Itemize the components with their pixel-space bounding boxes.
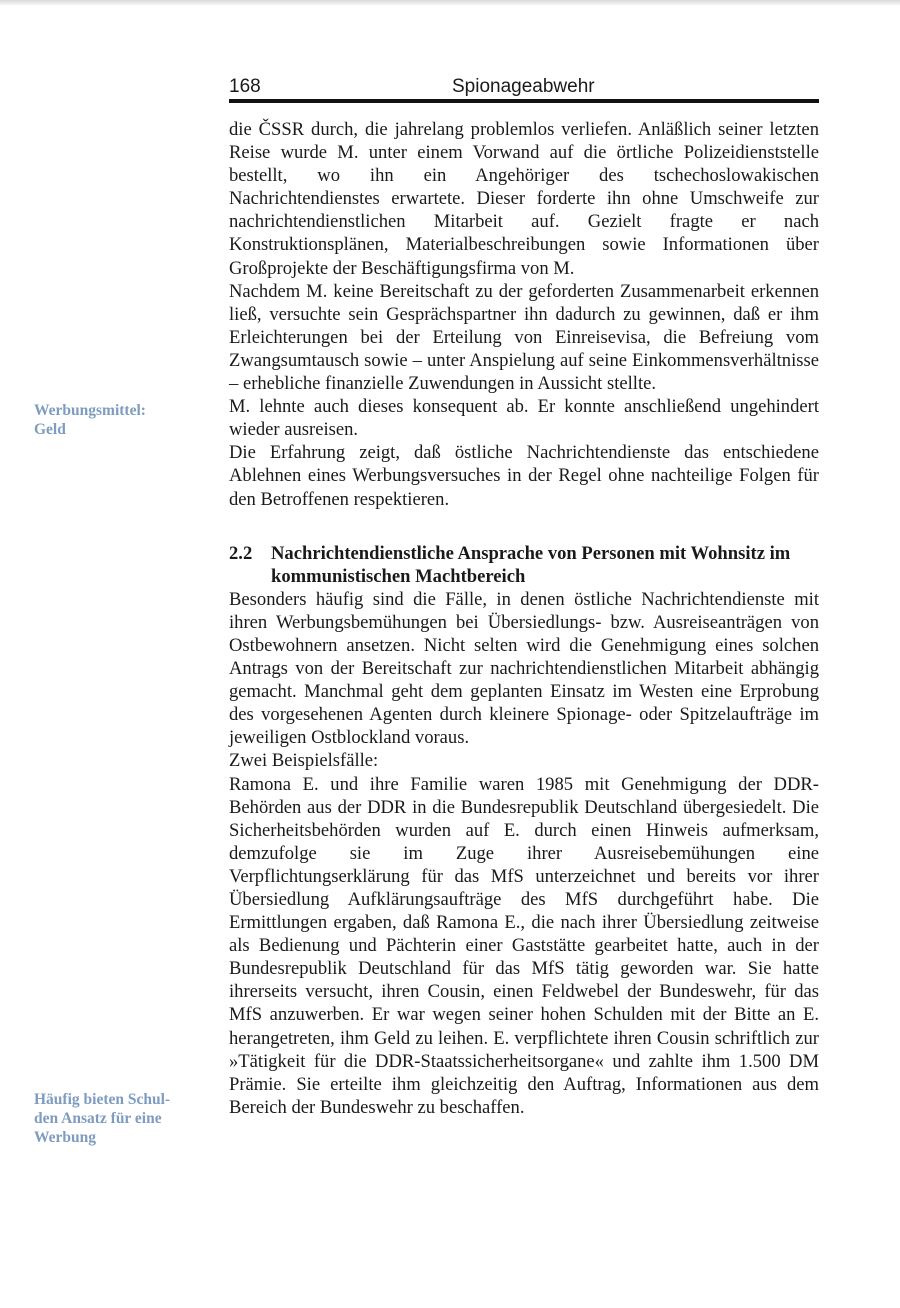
paragraph: Ramona E. und ihre Familie waren 1985 mit Genehmigung der DDR-Behörden aus der DDR in die Bundesrepublik Deutschland übergesiedelt. Die Sicherheitsbehörden wurden auf E. durch einen Hinweis aufmerksam, demzufolge sie im Zuge ihrer Ausreisebemühungen eine Verpflichtungserklärung für das MfS unterzeichnet und bereits vor ihrer Übersiedlung Aufklärungsaufträge des MfS durchgeführt habe. Die Ermittlungen ergaben, daß Ramona E., die nach ihrer Übersiedlung zeitweise als Bedienung und Pächterin einer Gaststätte gearbeitet hatte, auch in der Bundesrepublik Deutschland für das MfS tätig geworden war. Sie hatte ihrerseits versucht, ihren Cousin, einen Feldwebel der Bundeswehr, für das MfS anzuwerben. Er war wegen seiner hohen Schulden mit der Bitte an E. herangetreten, ihm Geld zu leihen. E. verpflichtete ihren Cousin schriftlich zur »Tätigkeit für die DDR-Staatssicherheitsorgane« und zahlte ihm 1.500 DM Prämie. Sie erteilte ihm gleichzeitig den Auftrag, Informationen aus dem Bereich der Bundeswehr zu beschaffen. [229,773,819,1118]
margin-note-line: den Ansatz für eine [34,1110,162,1127]
margin-note-line: Werbung [34,1129,97,1146]
header-rule [229,99,819,103]
section-title: Nachrichtendienstliche Ansprache von Personen mit Wohnsitz im kommunistischen Machtbereich [271,542,791,587]
margin-note-schulden [34,1090,214,1147]
main-text [229,118,819,1119]
margin-note-line: Geld [34,421,66,438]
paragraph: M. lehnte auch dieses konsequent ab. Er konnte anschließend ungehindert wieder ausreisen. [229,396,819,441]
running-head [229,76,819,98]
margin-note-line: Werbungsmittel: [34,402,146,419]
margin-note-line: Häufig bieten Schul- [34,1091,171,1108]
paragraph: Nachdem M. keine Bereitschaft zu der geforderten Zusammenarbeit erkennen ließ, versuchte sein Gesprächspartner ihn dadurch zu gewinnen, daß er ihm Erleichterungen bei der Erteilung von Einreisevisa, die Befreiung vom Zwangsumtausch sowie – unter Anspielung auf seine Einkommensverhältnisse – erhebliche finanzielle Zuwendungen in Aussicht stellte. [229,280,819,395]
paragraph: Besonders häufig sind die Fälle, in denen östliche Nachrichtendienste mit ihren Werbungsbemühungen bei Übersiedlungs- bzw. Ausreiseanträgen von Ostbewohnern ansetzen. Nicht selten wird die Genehmigung eines solchen Antrags von der Bereitschaft zur nachrichtendienstlichen Mitarbeit abhängig gemacht. Manchmal geht dem geplanten Einsatz im Westen eine Erprobung des vorgesehenen Agenten durch kleinere Spionage- oder Spitzelaufträge im jeweiligen Ostblockland voraus. [229,588,819,749]
section-heading [229,542,819,588]
paragraph: Zwei Beispielsfälle: [229,750,379,772]
running-head-title: Spionageabwehr [452,76,595,97]
paragraph: Die Erfahrung zeigt, daß östliche Nachrichtendienste das entschiedene Ablehnen eines Werbungsversuches in der Regel ohne nachteilige Folgen für den Betroffenen respektieren. [229,442,819,510]
page-top-edge [0,0,900,6]
section-number: 2.2 [229,542,253,564]
paragraph: die ČSSR durch, die jahrelang problemlos verliefen. Anläßlich seiner letzten Reise wurde M. unter einem Vorwand auf die örtliche Polizeidienststelle bestellt, wo ihn ein Angehöriger des tschechoslowakischen Nachrichtendienstes erwartete. Dieser forderte ihn ohne Umschweife zur nachrichtendienstlichen Mitarbeit auf. Gezielt fragte er nach Konstruktionsplänen, Materialbeschreibungen sowie Informationen über Großprojekte der Beschäftigungsfirma von M. [229,119,819,279]
margin-note-werbungsmittel [34,401,214,439]
page-number: 168 [229,76,261,97]
